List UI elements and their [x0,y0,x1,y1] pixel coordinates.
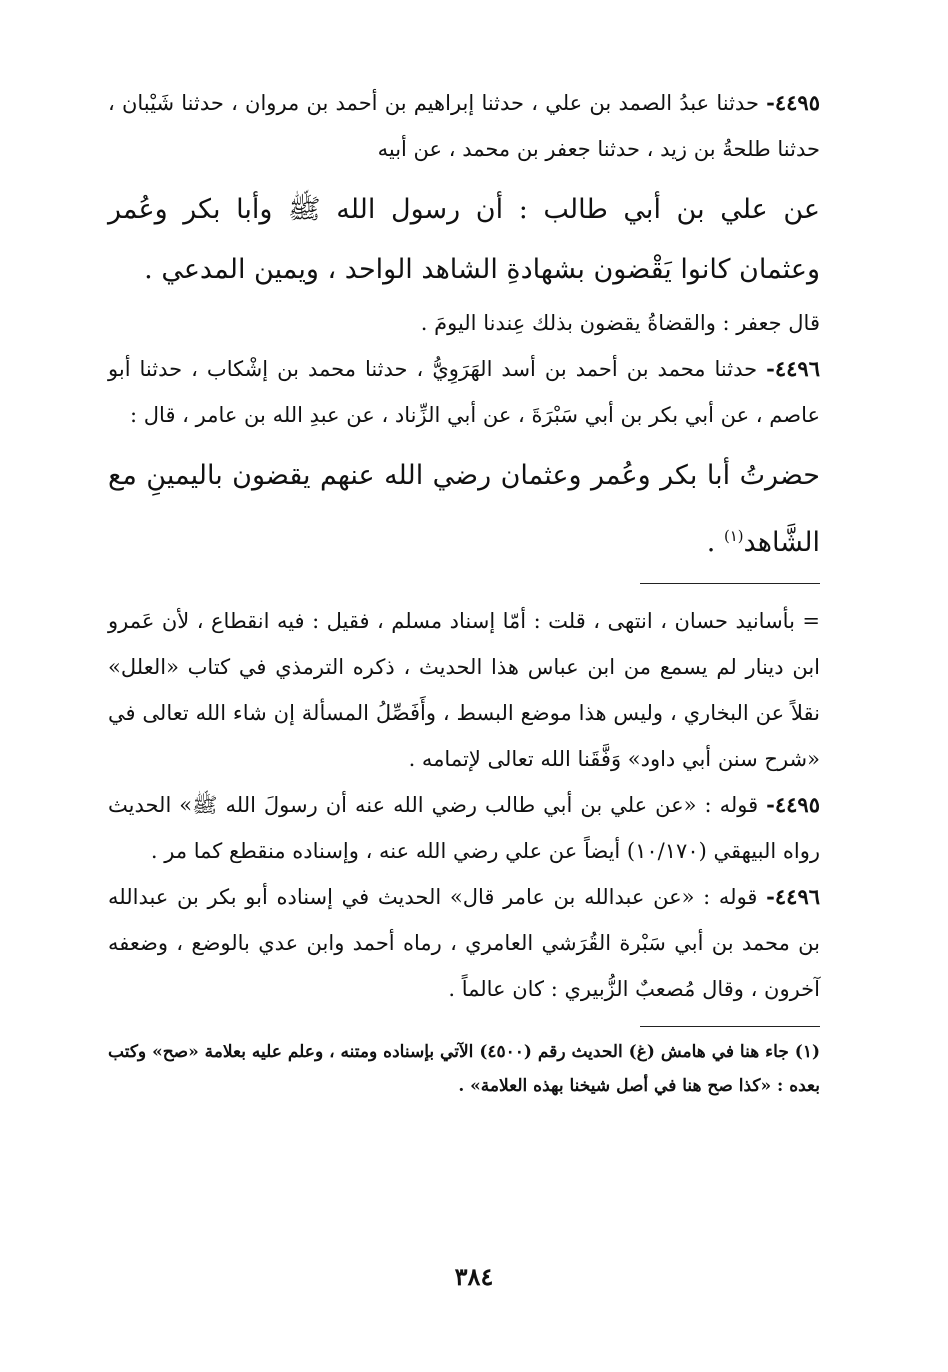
commentary-para-1: = بأسانيد حسان ، انتهى ، قلت : أمّا إسناد مسلم ، فقيل : فيه انقطاع ، لأن عَمرو ابن دينار لم يسمع من ابن عباس هذا الحديث ، ذكره الترمذي في كتاب «العلل» نقلاً عن البخاري ، وليس هذا موضع البسط ، وأَفَصِّلُ المسألة إن شاء الله تعالى في «شرح سنن أبي داود» وَفَّقَنا الله تعالى لإتمامه . [108,609,820,771]
hadith-number: ٤٤٩٥- [766,90,820,115]
hadith-4495-matn: عن علي بن أبي طالب : أن رسول الله ﷺ وأبا بكر وعُمر وعثمان كانوا يَقْضون بشهادةِ الشاهد الواحد ، ويمين المدعي . [108,194,820,285]
hadith-4495-qawl: قال جعفر : والقضاةُ يقضون بذلك عِندنا اليومَ . [420,311,820,335]
commentary-number: ٤٤٩٦- [766,884,821,909]
footnote-marker: (١) [723,527,744,545]
commentary-para-2 [108,782,820,874]
hadith-4496-isnad [108,346,820,438]
commentary-divider [640,583,820,584]
footnote-divider [640,1026,820,1027]
commentary-text: قوله : «عن عبدالله بن عامر قال» الحديث في إسناده أبو بكر بن عبدالله بن محمد بن أبي سَبْرة القُرَشي العامري ، رماه أحمد وابن عدي بالوضع ، وضعفه آخرون ، وقال مُصعبٌ الزُّبيري : كان عالماً . [108,885,820,1001]
page-body [108,80,820,1103]
page-number: ٣٨٤ [454,1262,494,1291]
matn-text: حضرتُ أبا بكر وعُمر وعثمان رضي الله عنهم يقضون باليمينِ مع الشَّاهد [108,460,820,558]
matn-end: . [706,527,724,558]
isnad-text: حدثنا محمد بن أحمد بن أسد الهَرَوِيُّ ، حدثنا محمد بن إشْكاب ، حدثنا أبو عاصم ، عن أبي بكر بن أبي سَبْرَةَ ، عن أبي الزِّناد ، عن عبدِ الله بن عامر ، قال : [108,357,820,427]
hadith-4495-isnad [108,80,820,172]
footnote: (١) جاء هنا في هامش (غ) الحديث رقم (٤٥٠٠) الآتي بإسناده ومتنه ، وعلم عليه بعلامة «صح» وكتب بعده : «كذا صح هنا في أصل شيخنا بهذه العلامة» . [108,1042,821,1096]
isnad-text: حدثنا عبدُ الصمد بن علي ، حدثنا إبراهيم بن أحمد بن مروان ، حدثنا شَيْبان ، حدثنا طلحةُ بن زيد ، حدثنا جعفر بن محمد ، عن أبيه [108,91,820,161]
commentary-number: ٤٤٩٥- [766,792,820,817]
hadith-4496-matn [108,446,820,573]
hadith-number: ٤٤٩٦- [766,356,820,381]
commentary-para-3 [108,874,820,1012]
commentary-text: قوله : «عن علي بن أبي طالب رضي الله عنه أن رسولَ الله ﷺ» الحديث رواه البيهقي (١٠/١٧٠) أيضاً عن علي رضي الله عنه ، وإسناده منقطع كما مر . [108,793,820,863]
